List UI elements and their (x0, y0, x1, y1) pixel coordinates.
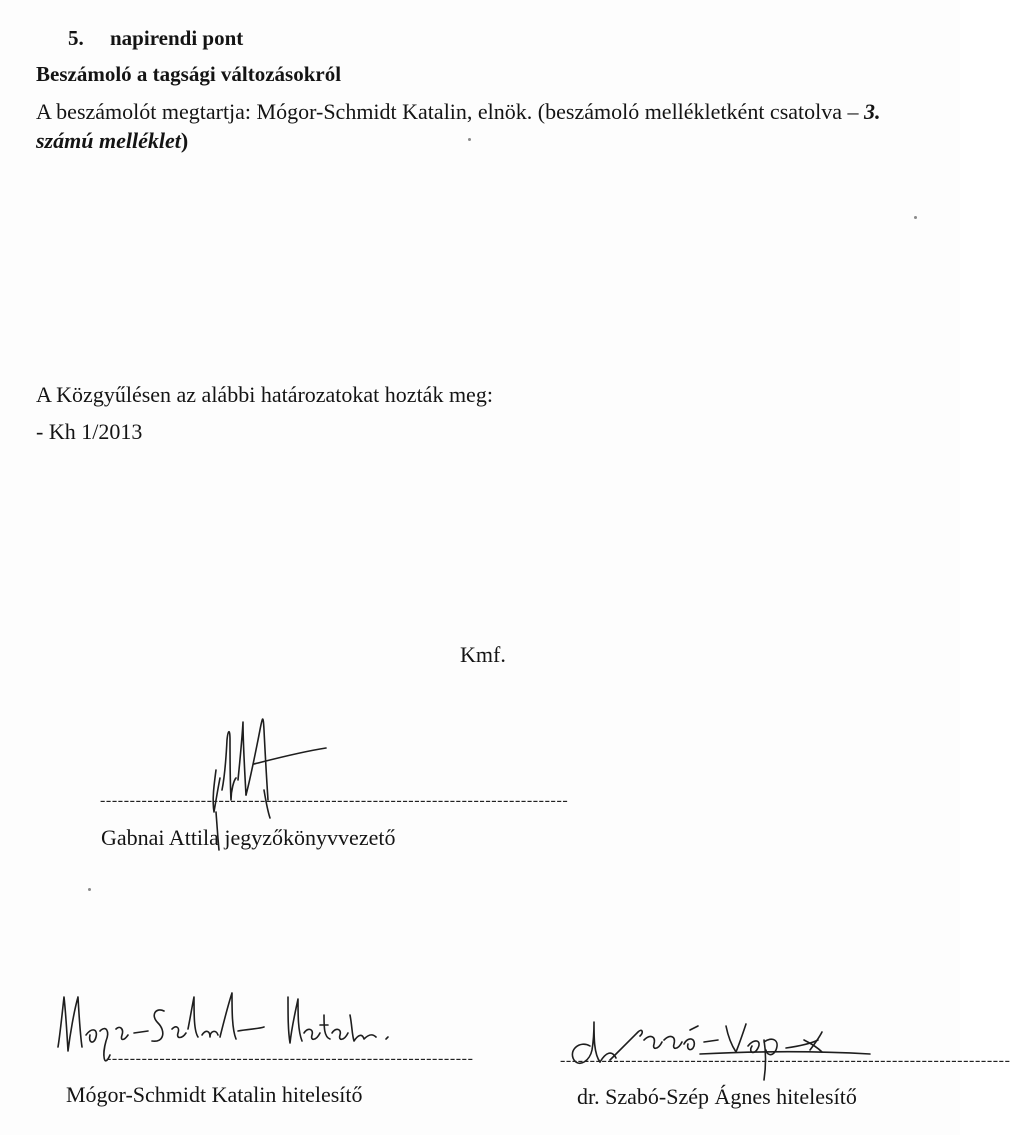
signature-line-szabo-szep: ---------------------------------------------------------------------------- (560, 1052, 1011, 1069)
scan-speck (468, 138, 471, 141)
attachment-reference: számú melléklet (36, 128, 181, 153)
section-title: Beszámoló a tagsági változásokról (36, 62, 342, 86)
signatory-caption-gabnai: Gabnai Attila jegyzőkönyvvezető (101, 825, 396, 850)
scan-speck (88, 888, 91, 891)
closing-parenthesis: ) (180, 128, 189, 153)
agenda-item-label: napirendi pont (110, 26, 244, 50)
signatory-caption-mogor-schmidt: Mógor-Schmidt Katalin hitelesítő (66, 1082, 363, 1107)
attachment-number: 3. (864, 99, 881, 124)
agenda-item-number: 5. (68, 26, 84, 50)
agenda-item-heading (68, 26, 243, 51)
signatory-caption-szabo-szep: dr. Szabó-Szép Ágnes hitelesítő (577, 1084, 857, 1109)
report-paragraph-continued (36, 128, 188, 154)
report-text: A beszámolót megtartja: Mógor-Schmidt Katalin, elnök. (beszámoló mellékletként csatolva – (36, 99, 859, 124)
report-paragraph (36, 99, 881, 125)
signature-szabo-szep-image (560, 1010, 1011, 1090)
signature-line-mogor-schmidt: -------------------------------------------------------------- (106, 1050, 474, 1067)
resolution-item: - Kh 1/2013 (36, 419, 143, 444)
resolutions-intro: A Közgyűlésen az alábbi határozatokat hozták meg: (36, 382, 493, 407)
scan-speck (914, 216, 917, 219)
closing-mark: Kmf. (460, 642, 506, 667)
signature-line-gabnai: ------------------------------------------------------------------------------- (100, 792, 569, 809)
